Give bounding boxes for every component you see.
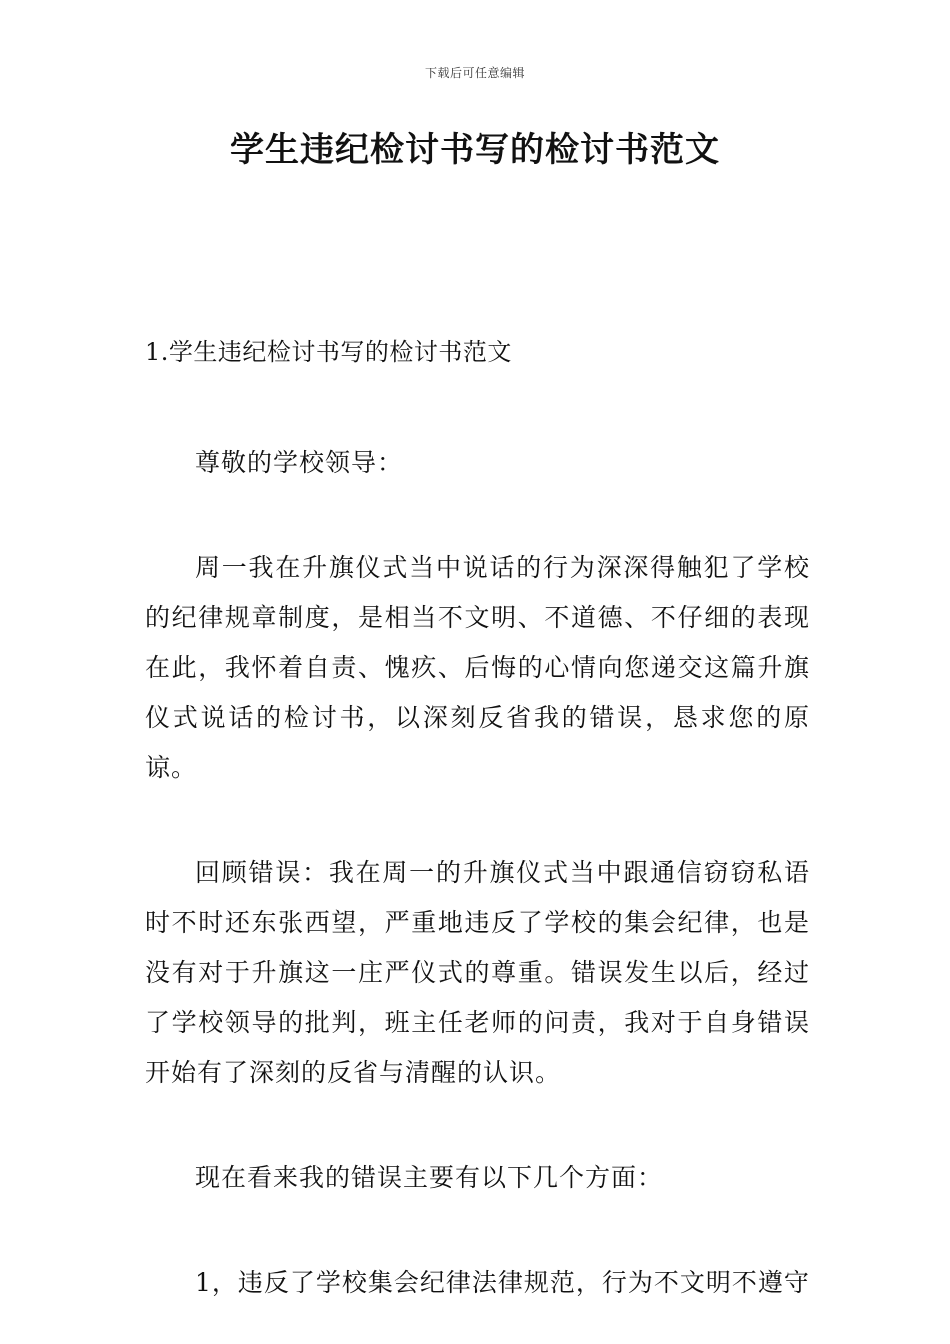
salutation: 尊敬的学校领导： <box>195 448 404 477</box>
paragraph-3: 现在看来我的错误主要有以下几个方面： <box>195 1163 664 1192</box>
document-title: 学生违纪检讨书写的检讨书范文 <box>230 130 720 170</box>
paragraph-1: 周一我在升旗仪式当中说话的行为深深得触犯了学校的纪律规章制度，是相当不文明、不道德、不仔细的表现在此，我怀着自责、愧疚、后悔的心情向您递交这篇升旗仪式说话的检讨书，以深刻反省我的错误，恳求您的原谅。 <box>145 553 810 782</box>
paragraph-4: 1，违反了学校集会纪律法律规范，行为不文明不遵守 <box>195 1268 810 1297</box>
document-body <box>145 328 810 1308</box>
page-header-note: 下载后可任意编辑 <box>424 66 525 80</box>
section-heading: 1.学生违纪检讨书写的检讨书范文 <box>145 338 512 366</box>
paragraph-2: 回顾错误：我在周一的升旗仪式当中跟通信窃窃私语时不时还东张西望，严重地违反了学校的集会纪律，也是没有对于升旗这一庄严仪式的尊重。错误发生以后，经过了学校领导的批判，班主任老师的问责，我对于自身错误开始有了深刻的反省与清醒的认识。 <box>145 858 810 1087</box>
